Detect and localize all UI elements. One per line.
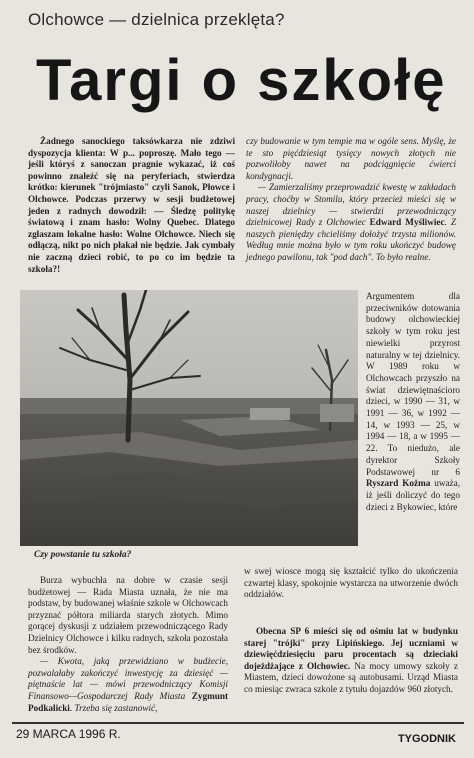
column-right-bottom-2 — [244, 626, 458, 696]
person-name-kożma: Ryszard Kożma — [366, 478, 431, 489]
col3-paragraph — [366, 291, 460, 513]
column-left-top — [28, 136, 235, 275]
article-headline: Targi o szkołę — [36, 48, 447, 113]
col6-paragraph — [244, 626, 458, 696]
person-name-myśliwiec: Edward Myśliwiec — [369, 217, 445, 228]
person-name-podkalicki: Zygmunt Podkalicki — [28, 690, 228, 713]
photo-caption: Czy powstanie tu szkoła? — [34, 550, 132, 560]
quote-text-a: — Zamierzaliśmy przeprowadzić kwestę w zakładach pracy, choćby w Stomilu, który przecież mieści się w naszej dzielnicy — stwierdzi przewodniczący dzielnicowej Rady z Olchowiec — [246, 182, 456, 228]
publication-name: TYGODNIK — [397, 733, 456, 745]
photo-field-with-trees — [20, 290, 358, 546]
footer-rule — [12, 722, 464, 724]
col3-text-a: Argumentem dla przeciwników dotowania budowy olchowieckiej szkoły w tym roku jest niewielki przyrost naturalny w tej dzielnicy. W 1989 roku w Olchowcach przyszło na świat dziewiętnaściorо dzieci, w 1990 — 31, w 1991 — 36, w 1992 — 14, w 1993 — 25, w 1994 — 18, a w 1995 — 22. To niedużo, ale dyrektor Szkoły Podstawowej nr 6 — [366, 291, 460, 477]
article-photo — [20, 290, 358, 546]
col3-text-b: uważa, iż jeśli doliczyć do tego dzieci z Bykowiec, które — [366, 478, 461, 512]
col6-text: Na mocy umowy szkoły z Miastem, dzieci dowożone są autobusami. Urząd Miasta co miesiąc zwraca szkole z tytułu dojazdów 960 złotych. — [244, 660, 458, 694]
article-kicker: Olchowce — dzielnica przeklęta? — [28, 10, 285, 29]
lead-paragraph: Żadnego sanockiego taksówkarza nie zdziwi dyspozycja klienta: W p... poproszę. Mało tego — jeśli któryś z sanoczan pragnie wykazać, iż coś powinno znaleźć się na peryferiach, stwierdza krótko: kierunek "trójmiasto" czyli Sanok, Płowce i Olchowce. Podczas przerwy w sesji budżetowej jeden z radnych dowodził: — Śledzę politykę światową i znam hasło: Wolny Quebec. Dlatego zgłaszam lokalne hasło: Wolne Olchowce. Niech się odłączą, nikt po nich płakał nie będzie. Jak cymbały nie zaczną dzieci robić, to po co im będzie ta szkoła?! — [28, 136, 235, 274]
col4-quote-b: . Trzeba się zastanowić, — [69, 702, 158, 713]
col2-paragraph-1: czy budowanie w tym tempie ma w ogóle sens. Myślę, że te sto pięćdziesiąt tysięcy nowych złotych nie pozwoliłoby nawet na podciągnięcie ćwierci kondygnacji. — [246, 136, 456, 181]
issue-date: 29 MARCA 1996 R. — [16, 727, 121, 741]
column-right-beside-photo — [366, 291, 460, 513]
col4-paragraph-2 — [28, 656, 228, 714]
col4-quote-a: — Kwota, jaką przewidziano w budżecie, pozwalałaby zakończyć inwestycję za dziesięć — piętnaście lat — mówi przewodniczący Komisji Finansowo—Gospodarczej Rady Miasta — [28, 656, 228, 701]
col4-paragraph-1: Burza wybuchła na dobre w czasie sesji budżetowej — Rada Miasta uznała, że nie ma podstaw, by budowanej właśnie szkole w Olchowcach przyznać półtora miliarda starych złotych. Mimo gorącej dyskusji z udziałem przewodniczącego Rady Dzielnicy Olchowce i kilku radnych, szkoła pozostała bez środków. — [28, 575, 228, 655]
column-right-bottom-1 — [244, 566, 458, 601]
col6-text-bold: Obecna SP 6 mieści się od ośmiu lat w budynku starej "trójki" przy Lipińskiego. Jej uczniami w dziewięćdziesięciu paru procentach są dzieciaki dojeżdżające z Olchowiec. — [244, 626, 458, 671]
col2-paragraph-2 — [246, 182, 456, 263]
column-left-bottom — [28, 575, 228, 714]
col5-paragraph: w swej wiosce mogą się kształcić tylko do ukończenia czwartej klasy, spokojnie wystarcza na utworzenie dwóch oddziałów. — [244, 566, 458, 600]
column-right-top — [246, 136, 456, 264]
quote-text-b: . Z naszych pieniędzy chcieliśmy dołożyć trzysta milionów. Według mnie można było w tym roku ukończyć budowę jednego pawilonu, tak "pod dach". To było realne. — [246, 217, 456, 262]
